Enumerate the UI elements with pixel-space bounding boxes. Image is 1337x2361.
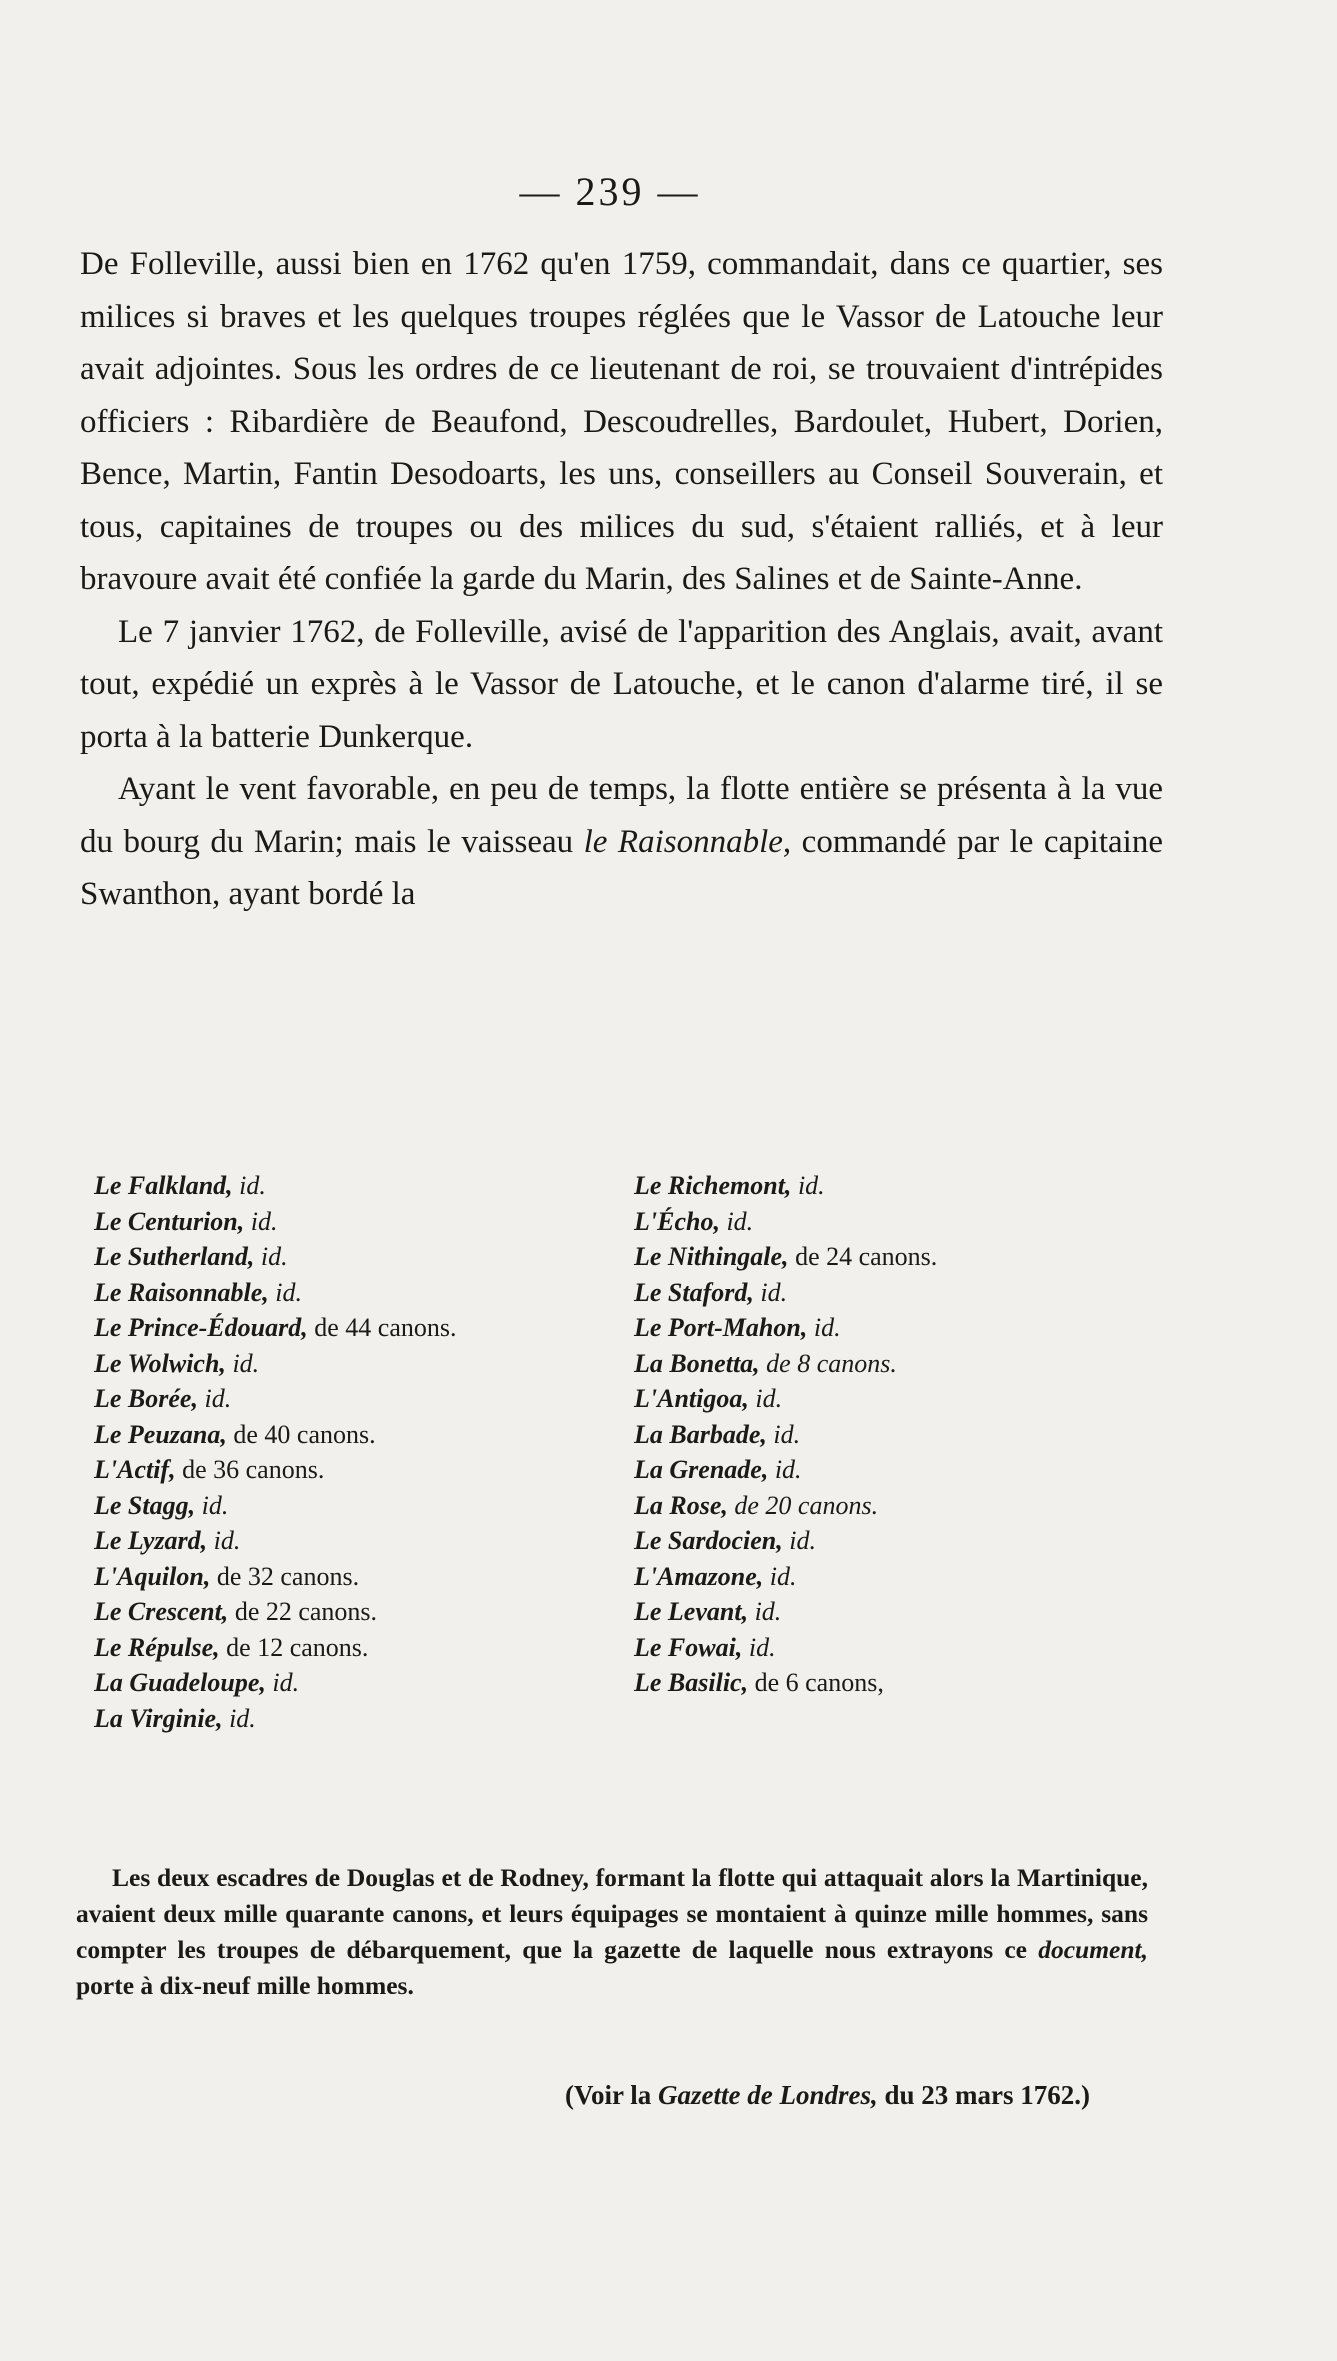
ship-entry-right [634,1559,1154,1595]
ship-row [94,1381,1164,1417]
ship-name: Le Levant, [634,1597,749,1626]
ship-name: L'Antigoa, [634,1384,749,1413]
ship-name: Le Lyzard, [94,1526,208,1555]
ship-name: Le Raisonnable, [94,1277,269,1307]
ship-entry-right [634,1701,1154,1737]
ship-entry-left [94,1275,634,1311]
ship-armament: id. [763,1561,797,1591]
ship-entry-right [634,1204,1154,1240]
ship-name: La Bonetta, [634,1348,760,1378]
ship-entry-left [94,1204,634,1240]
ship-entry-right [634,1346,1154,1382]
ship-armament: de 20 canons. [727,1490,879,1520]
ship-entry-left [94,1168,634,1204]
ship-name: Le Centurion, [94,1206,245,1236]
ship-name: Le Peuzana, [94,1419,227,1449]
ship-row [94,1204,1164,1240]
ship-armament: id. [766,1419,801,1449]
ship-entry-left [94,1417,634,1453]
ship-entry-left [94,1452,634,1488]
ship-row [94,1665,1164,1701]
ship-name: La Virginie, [94,1703,223,1733]
ship-row [94,1559,1164,1595]
ship-armament: id. [807,1313,841,1342]
ship-entry-right [634,1417,1154,1453]
paragraph-2: Le 7 janvier 1762, de Folleville, avisé de l'apparition des Anglais, avait, avant tout, expédié un exprès à le Vassor de Latouche, et le canon d'alarme tiré, il se porta à la batterie Dunkerque. [80,613,1163,755]
ship-row [94,1594,1164,1630]
ship-entry-left [94,1665,634,1701]
page-number: — 239 — [519,169,701,214]
ship-armament: de 32 canons. [210,1561,360,1591]
body-text [80,238,1163,921]
ship-row [94,1168,1164,1204]
ship-armament: id. [268,1277,303,1307]
ship-armament: id. [195,1490,229,1520]
ship-armament: id. [232,1171,266,1200]
ship-row [94,1452,1164,1488]
ship-row [94,1275,1164,1311]
paragraph-3: Ayant le vent favorable, en peu de temps, la flotte entière se présenta à la vue du bourg du Marin; mais le vaisseau le Raisonnable, commandé par le capitaine Swanthon, ayant bordé la [80,771,1163,912]
ship-entry-left [94,1523,634,1559]
closing-paragraph: Les deux escadres de Douglas et de Rodney, formant la flotte qui attaquait alors la Martinique, avaient deux mille quarante canons, et leurs équipages se montaient à quinze mille hommes, sans compter les troupes de débarquement, que la gazette de laquelle nous extrayons ce document, porte à dix-neuf mille hommes. [76,1863,1148,2000]
ship-armament: de 36 canons. [175,1455,325,1484]
ship-armament: de 40 canons. [226,1419,376,1449]
ship-entry-left [94,1559,634,1595]
ship-armament: id. [742,1632,776,1662]
ship-armament: id. [197,1384,232,1413]
ship-armament: de 8 canons. [759,1348,897,1378]
ship-entry-right [634,1452,1154,1488]
ship-entry-right [634,1275,1154,1311]
ship-entry-left [94,1594,634,1630]
ship-name: Le Sutherland, [94,1242,255,1271]
ship-row [94,1701,1164,1737]
ship-name: Le Fowai, [634,1632,743,1662]
ship-row [94,1346,1164,1382]
ship-row [94,1417,1164,1453]
ship-name: La Rose, [634,1490,728,1520]
ship-name: Le Prince-Édouard, [94,1313,308,1342]
ship-armament: de 44 canons. [307,1313,457,1342]
ship-armament: id. [225,1348,260,1378]
ship-list [94,1168,1164,1736]
ship-name: Le Wolwich, [94,1348,226,1378]
ship-entry-left [94,1346,634,1382]
ship-entry-left [94,1630,634,1666]
ship-row [94,1310,1164,1346]
ship-entry-left [94,1701,634,1737]
ship-armament: id. [768,1455,802,1484]
ship-name: Le Falkland, [94,1171,233,1200]
ship-armament: de 12 canons. [219,1632,369,1662]
ship-name: Le Basilic, [634,1668,749,1697]
ship-entry-right [634,1381,1154,1417]
ship-armament: de 24 canons. [788,1242,938,1271]
ship-armament: id. [719,1206,754,1236]
ship-name: La Grenade, [634,1455,769,1484]
ship-name: L'Actif, [94,1455,176,1484]
ship-entry-right [634,1168,1154,1204]
ship-name: Le Port-Mahon, [634,1313,808,1342]
ship-armament: id. [265,1668,300,1697]
ship-armament: id. [782,1526,816,1555]
ship-entry-left [94,1310,634,1346]
ship-entry-left [94,1239,634,1275]
ship-armament: id. [254,1242,288,1271]
ship-name: L'Écho, [634,1206,720,1236]
ship-armament: id. [753,1277,788,1307]
ship-name: Le Richemont, [634,1171,792,1200]
ship-armament: id. [244,1206,278,1236]
ship-entry-right [634,1594,1154,1630]
ship-name: Le Borée, [94,1384,198,1413]
ship-entry-right [634,1665,1154,1701]
ship-name: Le Crescent, [94,1597,229,1626]
ship-armament: id. [791,1171,825,1200]
source-citation: (Voir la Gazette de Londres, du 23 mars 1762.) [565,2080,1090,2110]
ship-name: L'Amazone, [634,1561,764,1591]
ship-armament: de 22 canons. [228,1597,378,1626]
ship-entry-left [94,1488,634,1524]
ship-name: Le Staford, [634,1277,754,1307]
ship-entry-right [634,1488,1154,1524]
ship-name: Le Stagg, [94,1490,196,1520]
ship-entry-right [634,1239,1154,1275]
ship-name: Le Nithingale, [634,1242,789,1271]
ship-armament: id. [207,1526,241,1555]
ship-name: La Guadeloupe, [94,1668,266,1697]
ship-name: Le Sardocien, [634,1526,783,1555]
ship-armament: id. [748,1597,782,1626]
ship-armament: id. [748,1384,783,1413]
ship-row [94,1523,1164,1559]
ship-armament: id. [222,1703,256,1733]
ship-entry-right [634,1523,1154,1559]
ship-row [94,1488,1164,1524]
paragraph-1: De Folleville, aussi bien en 1762 qu'en 1759, commandait, dans ce quartier, ses milices si braves et les quelques troupes réglées que le Vassor de Latouche leur avait adjointes. Sous les ordres de ce lieutenant de roi, se trouvaient d'intrépides officiers : Ribardière de Beaufond, Descoudrelles, Bardoulet, Hubert, Dorien, Bence, Martin, Fantin Desodoarts, les uns, conseillers au Conseil Souverain, et tous, capitaines de troupes ou des milices du sud, s'étaient ralliés, et à leur bravoure avait été confiée la garde du Marin, des Salines et de Sainte-Anne. [80,246,1163,597]
ship-row [94,1630,1164,1666]
ship-name: Le Répulse, [94,1632,220,1662]
ship-entry-left [94,1381,634,1417]
ship-entry-right [634,1630,1154,1666]
ship-row [94,1239,1164,1275]
closing-note [76,1860,1148,2004]
ship-name: La Barbade, [634,1419,767,1449]
ship-armament: de 6 canons, [748,1668,884,1697]
ship-entry-right [634,1310,1154,1346]
ship-name: L'Aquilon, [94,1561,211,1591]
